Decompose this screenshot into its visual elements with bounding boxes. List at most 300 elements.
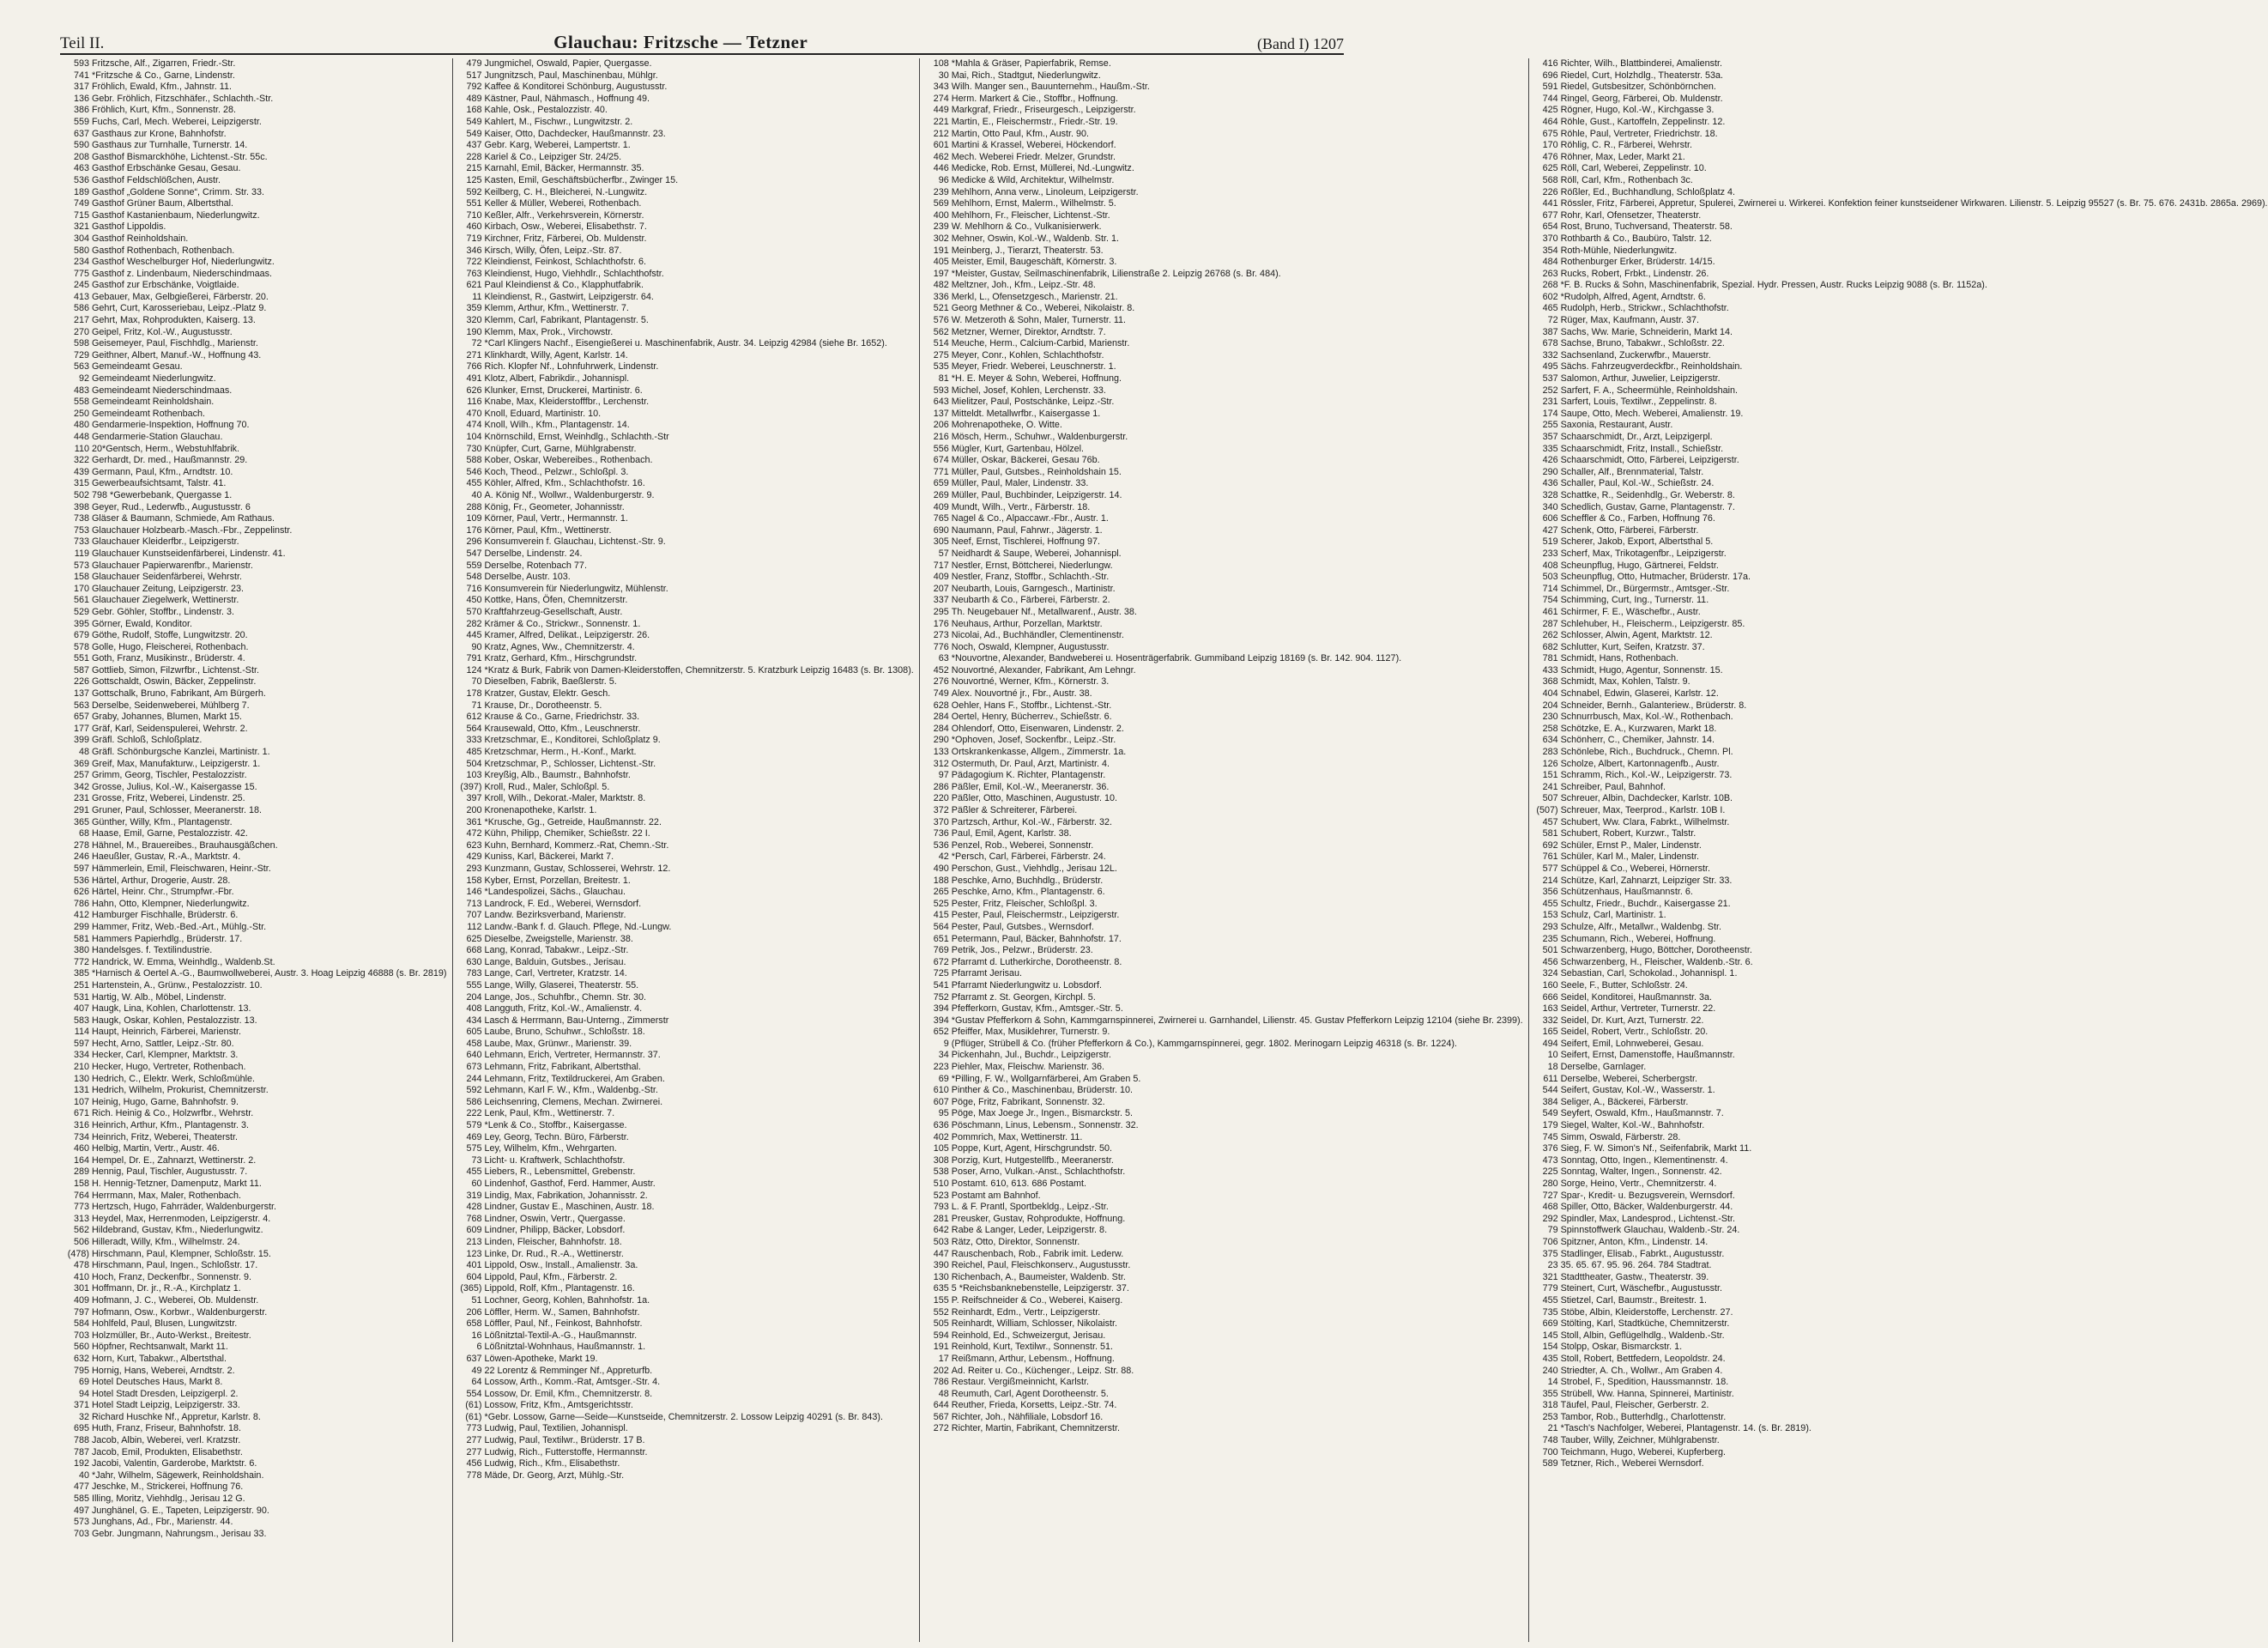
directory-entry bbox=[456, 1447, 914, 1459]
phone-number: 343 bbox=[933, 82, 949, 93]
phone-number: 644 bbox=[933, 1400, 949, 1411]
entry-text: Rothenburger Erker, Brüderstr. 14/15. bbox=[1560, 257, 1715, 268]
directory-entry bbox=[456, 409, 914, 421]
phone-number: 519 bbox=[1542, 536, 1558, 548]
entry-text: Mösch, Herm., Schuhwr., Waldenburgerstr. bbox=[951, 432, 1128, 442]
entry-text: Schreuer, Albin, Dachdecker, Karlstr. 10B. bbox=[1560, 793, 1733, 804]
entry-text: Neef, Ernst, Tischlerei, Hoffnung 97. bbox=[951, 536, 1101, 548]
entry-text: Geyer, Rud., Lederwfb., Augustusstr. 6 bbox=[92, 501, 251, 512]
directory-entry bbox=[922, 1412, 1523, 1424]
entry-text: Teichmann, Hugo, Weberei, Kupferberg. bbox=[1560, 1446, 1727, 1457]
phone-number: 370 bbox=[1542, 233, 1558, 244]
phone-number: 415 bbox=[933, 910, 949, 921]
phone-number: 495 bbox=[1542, 361, 1558, 373]
entry-text: Neuhaus, Arthur, Porzellan, Marktstr. bbox=[951, 618, 1103, 629]
directory-entry bbox=[63, 129, 447, 141]
directory-entry bbox=[1532, 233, 2268, 245]
directory-entry bbox=[1532, 1295, 2268, 1307]
entry-text: Mehlhorn, Fr., Fleischer, Lichtenst.-Str. bbox=[951, 209, 1110, 221]
directory-entry bbox=[456, 1458, 914, 1470]
entry-text: Mehlhorn, Ernst, Malerm., Wilhelmstr. 5. bbox=[951, 198, 1116, 209]
directory-entry bbox=[63, 653, 447, 665]
entry-text: Pfarramt Niederlungwitz u. Lobsdorf. bbox=[951, 979, 1103, 991]
entry-text: Sonntag, Otto, Ingen., Klementinenstr. 4. bbox=[1560, 1154, 1728, 1166]
phone-number: 94 bbox=[78, 1388, 89, 1399]
entry-text: König, Fr., Geometer, Johannisstr. bbox=[484, 501, 625, 512]
directory-entry bbox=[1532, 1191, 2268, 1203]
entry-text: Röhner, Max, Leder, Markt 21. bbox=[1560, 151, 1685, 162]
entry-text: 35. 65. 67. 95. 96. 264. 784 Stadtrat. bbox=[1560, 1260, 1712, 1271]
phone-number: 637 bbox=[73, 128, 89, 139]
directory-entry bbox=[456, 385, 914, 397]
directory-entry bbox=[1532, 1085, 2268, 1097]
directory-entry bbox=[63, 1330, 447, 1342]
phone-number: 458 bbox=[466, 1038, 482, 1049]
directory-entry bbox=[456, 759, 914, 771]
entry-text: Peschke, Arno, Kfm., Plantagenstr. 6. bbox=[951, 887, 1105, 898]
phone-number: 456 bbox=[466, 1458, 482, 1469]
phone-number: 290 bbox=[933, 735, 949, 746]
directory-entry bbox=[1532, 840, 2268, 852]
entry-text: Landw. Bezirksverband, Marienstr. bbox=[484, 910, 626, 921]
directory-entry bbox=[456, 502, 914, 514]
entry-text: Lang, Konrad, Tabakwr., Leipz.-Str. bbox=[484, 945, 629, 956]
entry-text: Schütze, Karl, Zahnarzt, Leipziger Str. 33. bbox=[1560, 875, 1733, 886]
directory-entry bbox=[922, 1097, 1523, 1109]
phone-number: 593 bbox=[933, 385, 949, 396]
phone-number: 449 bbox=[933, 105, 949, 116]
entry-text: Stietzel, Carl, Baumstr., Breitestr. 1. bbox=[1560, 1294, 1707, 1306]
phone-number: 408 bbox=[466, 1003, 482, 1015]
phone-number: 71 bbox=[471, 700, 482, 711]
phone-number: 296 bbox=[466, 536, 482, 548]
phone-number: 552 bbox=[933, 1306, 949, 1318]
directory-entry bbox=[1532, 724, 2268, 736]
entry-text: Hoch, Franz, Deckenfbr., Sonnenstr. 9. bbox=[92, 1271, 252, 1282]
phone-number: 570 bbox=[466, 606, 482, 617]
phone-number: 679 bbox=[73, 630, 89, 641]
entry-text: Nicolai, Ad., Buchhändler, Clementinenstr. bbox=[951, 630, 1124, 641]
directory-entry bbox=[922, 303, 1523, 315]
phone-number: 384 bbox=[1542, 1096, 1558, 1107]
directory-entry bbox=[63, 1342, 447, 1354]
entry-text: Haeußler, Gustav, R.-A., Marktstr. 4. bbox=[92, 851, 241, 863]
entry-text: Lasch & Herrmann, Bau-Unterng., Zimmerstr bbox=[484, 1015, 669, 1026]
entry-text: Poppe, Kurt, Agent, Hirschgrundstr. 50. bbox=[951, 1143, 1113, 1154]
entry-text: Lößnitztal-Wohnhaus, Haußmannstr. 1. bbox=[484, 1342, 646, 1353]
entry-text: Lehmann, Erich, Vertreter, Hermannstr. 37. bbox=[484, 1050, 661, 1061]
directory-entry bbox=[1532, 1003, 2268, 1015]
entry-text: Licht- u. Kraftwerk, Schlachthofstr. bbox=[484, 1154, 626, 1166]
entry-text: Haugk, Lina, Kohlen, Charlottenstr. 13. bbox=[92, 1003, 251, 1015]
phone-number: 538 bbox=[933, 1166, 949, 1178]
entry-text: Pädagogium K. Richter, Plantagenstr. bbox=[951, 770, 1106, 781]
directory-entry bbox=[922, 887, 1523, 899]
entry-text: Höpfner, Rechtsanwalt, Markt 11. bbox=[92, 1342, 228, 1353]
entry-text: Helbig, Martin, Vertr., Austr. 46. bbox=[92, 1143, 220, 1154]
phone-number: 70 bbox=[471, 676, 482, 688]
entry-text: Hoffmann, Dr. jr., R.-A., Kirchplatz 1. bbox=[92, 1283, 241, 1294]
phone-number: 273 bbox=[933, 630, 949, 641]
directory-entry bbox=[922, 642, 1523, 654]
phone-number: 525 bbox=[933, 898, 949, 909]
directory-entry bbox=[63, 980, 447, 992]
phone-number: 230 bbox=[1542, 712, 1558, 723]
phone-number: 666 bbox=[1542, 991, 1558, 1003]
phone-number: 223 bbox=[933, 1062, 949, 1073]
directory-entry bbox=[456, 513, 914, 525]
phone-number: 547 bbox=[466, 548, 482, 559]
phone-number: 764 bbox=[73, 1190, 89, 1201]
entry-text: Hofmann, Osw., Korbwr., Waldenburgerstr. bbox=[92, 1306, 268, 1318]
entry-text: Röll, Carl, Kfm., Rothenbach 3c. bbox=[1560, 174, 1693, 185]
entry-text: Jeschke, M., Strickerei, Hoffnung 76. bbox=[92, 1481, 244, 1493]
directory-entry bbox=[922, 1237, 1523, 1249]
directory-entry bbox=[1532, 163, 2268, 175]
directory-entry bbox=[1532, 152, 2268, 164]
entry-text: Sächs. Fahrzeugverdeckfbr., Reinholdshain. bbox=[1560, 361, 1743, 373]
directory-entry bbox=[63, 1481, 447, 1494]
phone-number: 529 bbox=[73, 606, 89, 617]
entry-text: Röhle, Paul, Vertreter, Friedrichstr. 18. bbox=[1560, 128, 1718, 139]
directory-entry bbox=[922, 1085, 1523, 1097]
directory-entry bbox=[456, 1366, 914, 1378]
directory-entry bbox=[63, 245, 447, 258]
entry-text: Rätz, Otto, Direktor, Sonnenstr. bbox=[951, 1236, 1080, 1247]
entry-text: Heydel, Max, Herrenmoden, Leipzigerstr. 4. bbox=[92, 1213, 271, 1224]
phone-number: 400 bbox=[933, 209, 949, 221]
directory-entry bbox=[922, 957, 1523, 969]
directory-entry bbox=[63, 1143, 447, 1155]
phone-number: 643 bbox=[933, 397, 949, 408]
phone-number: 716 bbox=[466, 583, 482, 594]
phone-number: 395 bbox=[73, 618, 89, 629]
directory-entry bbox=[1532, 536, 2268, 548]
directory-entry bbox=[63, 1318, 447, 1330]
directory-entry bbox=[1532, 899, 2268, 911]
entry-text: Fröhlich, Ewald, Kfm., Jahnstr. 11. bbox=[92, 82, 233, 93]
phone-number: 231 bbox=[1542, 397, 1558, 408]
phone-number: 231 bbox=[73, 793, 89, 804]
phone-number: 301 bbox=[73, 1283, 89, 1294]
entry-text: Gasthof Weschelburger Hof, Niederlungwitz. bbox=[92, 257, 275, 268]
directory-entry bbox=[63, 759, 447, 771]
directory-entry bbox=[1532, 350, 2268, 362]
directory-entry bbox=[456, 1249, 914, 1261]
entry-text: Ley, Wilhelm, Kfm., Wehrgarten. bbox=[484, 1143, 617, 1154]
phone-number: 773 bbox=[73, 1202, 89, 1213]
phone-number: 485 bbox=[466, 747, 482, 758]
entry-text: Schulze, Alfr., Metallwr., Waldenbg. Str. bbox=[1560, 921, 1722, 932]
entry-text: Ortskrankenkasse, Allgem., Zimmerstr. 1a. bbox=[951, 747, 1127, 758]
directory-entry bbox=[456, 887, 914, 899]
directory-entry bbox=[63, 187, 447, 199]
phone-number: 340 bbox=[1542, 501, 1558, 512]
entry-text: Löwen-Apotheke, Markt 19. bbox=[484, 1353, 598, 1364]
directory-entry bbox=[63, 1237, 447, 1249]
directory-entry bbox=[63, 1062, 447, 1074]
directory-entry bbox=[1532, 444, 2268, 456]
phone-number: 626 bbox=[466, 385, 482, 396]
directory-entry bbox=[456, 105, 914, 117]
directory-entry bbox=[456, 536, 914, 548]
phone-number: 658 bbox=[466, 1318, 482, 1330]
phone-number: 611 bbox=[1543, 1073, 1558, 1084]
directory-entry bbox=[456, 607, 914, 619]
entry-text: Herm. Markert & Cie., Stoffbr., Hoffnung. bbox=[951, 93, 1118, 104]
phone-number: 792 bbox=[466, 82, 482, 93]
entry-text: Schwarzenberg, Hugo, Böttcher, Dorotheenstr. bbox=[1560, 945, 1752, 956]
entry-text: Gasthof Erbschänke Gesau, Gesau. bbox=[92, 163, 241, 174]
entry-text: Täufel, Paul, Fleischer, Gerberstr. 2. bbox=[1560, 1400, 1709, 1411]
directory-entry bbox=[456, 992, 914, 1004]
phone-number: 583 bbox=[73, 1015, 89, 1026]
directory-entry bbox=[1532, 1435, 2268, 1447]
directory-entry bbox=[922, 548, 1523, 560]
entry-text: Mehner, Oswin, Kol.-W., Waldenb. Str. 1. bbox=[951, 233, 1120, 244]
directory-entry bbox=[922, 1354, 1523, 1366]
directory-entry bbox=[63, 968, 447, 980]
phone-number: 158 bbox=[73, 1178, 89, 1189]
entry-text: *Landespolizei, Sächs., Glauchau. bbox=[484, 887, 626, 898]
directory-entry bbox=[1532, 1074, 2268, 1086]
phone-number: 109 bbox=[466, 513, 482, 524]
phone-number: 217 bbox=[73, 315, 89, 326]
entry-text: Kleindienst, R., Gastwirt, Leipzigerstr. 64. bbox=[484, 291, 654, 302]
directory-entry bbox=[63, 642, 447, 654]
directory-entry bbox=[1532, 957, 2268, 969]
directory-entry bbox=[1532, 478, 2268, 490]
directory-entry bbox=[922, 759, 1523, 771]
phone-number: 335 bbox=[1542, 443, 1558, 454]
entry-text: Schmidt, Max, Kohlen, Talstr. 9. bbox=[1560, 676, 1690, 688]
directory-entry bbox=[456, 1260, 914, 1272]
phone-number: 397 bbox=[466, 793, 482, 804]
phone-number: 589 bbox=[1542, 1458, 1558, 1469]
directory-entry bbox=[1532, 630, 2268, 642]
directory-entry bbox=[922, 58, 1523, 70]
phone-number: 204 bbox=[466, 991, 482, 1003]
entry-text: Schötzke, E. A., Kurzwaren, Markt 18. bbox=[1560, 723, 1717, 734]
directory-entry bbox=[456, 397, 914, 409]
phone-number: 577 bbox=[1542, 863, 1558, 874]
entry-text: Paul Kleindienst & Co., Klapphutfabrik. bbox=[484, 280, 644, 291]
entry-text: Gemeindeamt Gesau. bbox=[92, 361, 183, 373]
entry-text: Pfarramt z. St. Georgen, Kirchpl. 5. bbox=[951, 991, 1096, 1003]
entry-text: Seifert, Ernst, Damenstoffe, Haußmannstr. bbox=[1560, 1050, 1735, 1061]
directory-entry bbox=[1532, 665, 2268, 677]
phone-number: 324 bbox=[1542, 968, 1558, 979]
entry-text: Schaarschmidt, Otto, Färberei, Leipzigerstr. bbox=[1560, 455, 1739, 466]
directory-entry bbox=[1532, 759, 2268, 771]
entry-text: Lossow, Arth., Komm.-Rat, Amtsger.-Str. 4. bbox=[484, 1377, 661, 1388]
directory-entry bbox=[63, 665, 447, 677]
phone-number: 741 bbox=[73, 70, 89, 81]
directory-column bbox=[919, 58, 1523, 1642]
phone-number: 72 bbox=[1547, 315, 1558, 326]
directory-entry bbox=[922, 910, 1523, 922]
entry-text: Kraftfahrzeug-Gesellschaft, Austr. bbox=[484, 606, 623, 617]
phone-number: 779 bbox=[1542, 1283, 1558, 1294]
entry-text: Haupt, Heinrich, Färberei, Marienstr. bbox=[92, 1027, 242, 1038]
directory-entry bbox=[1532, 992, 2268, 1004]
phone-number: 788 bbox=[73, 1435, 89, 1446]
entry-text: Ley, Georg, Techn. Büro, Färberstr. bbox=[484, 1131, 629, 1142]
entry-text: Hertzsch, Hugo, Fahrräder, Waldenburgerstr. bbox=[92, 1202, 277, 1213]
entry-text: Kirchner, Fritz, Färberei, Ob. Muldenstr. bbox=[484, 233, 647, 244]
entry-text: Reißmann, Arthur, Lebensm., Hoffnung. bbox=[951, 1353, 1115, 1364]
directory-entry bbox=[456, 922, 914, 934]
entry-text: Köhler, Alfred, Kfm., Schlachthofstr. 16. bbox=[484, 478, 645, 489]
entry-text: Seidel, Dr. Kurt, Arzt, Turnerstr. 22. bbox=[1560, 1015, 1704, 1026]
phone-number: 730 bbox=[466, 443, 482, 454]
directory-entry bbox=[1532, 548, 2268, 560]
phone-number: 69 bbox=[938, 1073, 949, 1084]
phone-number: 235 bbox=[1542, 933, 1558, 944]
entry-text: Rauschenbach, Rob., Fabrik imit. Lederw. bbox=[951, 1248, 1124, 1259]
phone-number: 318 bbox=[1542, 1400, 1558, 1411]
entry-text: Lange, Willy, Glaserei, Theaterstr. 55. bbox=[484, 979, 639, 991]
directory-entry bbox=[456, 1389, 914, 1401]
entry-text: Richter, Joh., Nähfiliale, Lobsdorf 16. bbox=[951, 1411, 1104, 1422]
entry-text: Martin, E., Fleischermstr., Friedr.-Str. 19. bbox=[951, 116, 1118, 127]
phone-number: 302 bbox=[933, 233, 949, 244]
directory-entry bbox=[456, 863, 914, 876]
directory-entry bbox=[63, 1295, 447, 1307]
directory-entry bbox=[1532, 653, 2268, 665]
directory-entry bbox=[63, 105, 447, 117]
phone-number: 252 bbox=[1542, 385, 1558, 396]
entry-text: Illing, Moritz, Viehhdlg., Jerisau 12 G. bbox=[92, 1494, 245, 1505]
directory-entry bbox=[922, 432, 1523, 444]
directory-entry bbox=[456, 350, 914, 362]
directory-entry bbox=[456, 198, 914, 210]
phone-number: 48 bbox=[78, 747, 89, 758]
directory-entry bbox=[922, 700, 1523, 712]
phone-number: 412 bbox=[73, 910, 89, 921]
directory-column bbox=[1528, 58, 2268, 1642]
directory-entry bbox=[456, 58, 914, 70]
phone-number: 766 bbox=[466, 361, 482, 373]
entry-text: Müller, Paul, Gutsbes., Reinholdshain 15. bbox=[951, 466, 1122, 477]
entry-text: Kronenapotheke, Karlstr. 1. bbox=[484, 805, 597, 815]
directory-entry bbox=[456, 980, 914, 992]
directory-entry bbox=[63, 1423, 447, 1435]
phone-number: 504 bbox=[466, 758, 482, 769]
entry-text: Rössler, Fritz, Färberei, Appretur, Spulerei, Zwirnerei u. Wirkerei. Konfektion feiner kunstseidener Wirkwaren. Lilienstr. 5. Leipzig 95527 (s. Br. 75. 676. 2431b. 2865a. 2969). bbox=[1560, 198, 2268, 209]
entry-text: Holzmüller, Br., Auto-Werkst., Breitestr. bbox=[92, 1330, 251, 1341]
phone-number: 30 bbox=[938, 70, 949, 81]
entry-text: Klunker, Ernst, Druckerei, Martinistr. 6. bbox=[484, 385, 643, 396]
phone-number: 404 bbox=[1542, 688, 1558, 700]
phone-number: 463 bbox=[73, 163, 89, 174]
directory-entry bbox=[922, 361, 1523, 373]
directory-entry bbox=[63, 1214, 447, 1226]
phone-number: 494 bbox=[1542, 1038, 1558, 1049]
directory-entry bbox=[456, 584, 914, 596]
directory-entry bbox=[922, 747, 1523, 759]
phone-number: 465 bbox=[1542, 303, 1558, 314]
directory-entry bbox=[63, 303, 447, 315]
directory-entry bbox=[1532, 1330, 2268, 1342]
entry-text: W. Mehlhorn & Co., Vulkanisierwerk. bbox=[951, 221, 1102, 233]
directory-entry bbox=[922, 828, 1523, 840]
entry-text: *H. E. Meyer & Sohn, Weberei, Hoffnung. bbox=[951, 373, 1122, 385]
entry-text: Röhlig, C. R., Färberei, Wehrstr. bbox=[1560, 140, 1692, 151]
phone-number: 164 bbox=[73, 1154, 89, 1166]
entry-text: Lange, Carl, Vertreter, Kratzstr. 14. bbox=[484, 968, 627, 979]
entry-text: Glauchauer Kunstseidenfärberei, Lindenstr. 41. bbox=[92, 548, 286, 559]
entry-text: Lehmann, Fritz, Fabrikant, Albertsthal. bbox=[484, 1062, 641, 1073]
phone-number: 17 bbox=[938, 1353, 949, 1364]
phone-number: 703 bbox=[73, 1528, 89, 1539]
phone-number: 573 bbox=[73, 1517, 89, 1528]
phone-number: 455 bbox=[1542, 898, 1558, 909]
directory-entry bbox=[63, 269, 447, 281]
entry-text: Neubarth, Louis, Garngesch., Martinistr. bbox=[951, 583, 1116, 594]
entry-text: Jacob, Albin, Weberei, verl. Kratzstr. bbox=[92, 1435, 241, 1446]
directory-entry bbox=[63, 934, 447, 946]
phone-number: 673 bbox=[466, 1062, 482, 1073]
entry-text: Kratz, Gerhard, Kfm., Hirschgrundstr. bbox=[484, 653, 638, 664]
phone-number: 576 bbox=[933, 315, 949, 326]
phone-number: 507 bbox=[1542, 793, 1558, 804]
phone-number: 160 bbox=[1542, 979, 1558, 991]
entry-text: *Fritzsche & Co., Garne, Lindenstr. bbox=[92, 70, 235, 81]
entry-text: Gemeindeamt Rothenbach. bbox=[92, 408, 206, 419]
phone-number: 575 bbox=[466, 1143, 482, 1154]
entry-text: Hohlfeld, Paul, Blusen, Lungwitzstr. bbox=[92, 1318, 238, 1330]
entry-text: Seliger, A., Bäckerei, Färberstr. bbox=[1560, 1096, 1689, 1107]
directory-entry bbox=[456, 1307, 914, 1319]
directory-entry bbox=[1532, 1097, 2268, 1109]
phone-number: 68 bbox=[78, 828, 89, 839]
directory-entry bbox=[922, 175, 1523, 187]
directory-entry bbox=[456, 1272, 914, 1284]
entry-text: Pfefferkorn, Gustav, Kfm., Amtsger.-Str. 5. bbox=[951, 1003, 1123, 1015]
entry-text: Kariel & Co., Leipziger Str. 24/25. bbox=[484, 151, 622, 162]
directory-entry bbox=[63, 945, 447, 957]
directory-entry bbox=[1532, 817, 2268, 829]
directory-entry bbox=[63, 467, 447, 479]
phone-number: 544 bbox=[1542, 1085, 1558, 1096]
entry-text: Hamburger Fischhalle, Brüderstr. 6. bbox=[92, 910, 239, 921]
phone-number: 585 bbox=[73, 1494, 89, 1505]
directory-entry bbox=[1532, 863, 2268, 876]
phone-number: 124 bbox=[466, 664, 482, 676]
directory-entry bbox=[1532, 175, 2268, 187]
entry-text: Noch, Oswald, Klempner, Augustusstr. bbox=[951, 641, 1110, 652]
entry-text: Laube, Bruno, Schuhwr., Schloßstr. 18. bbox=[484, 1027, 645, 1038]
entry-text: Hirschmann, Paul, Ingen., Schloßstr. 17. bbox=[92, 1260, 258, 1271]
directory-entry bbox=[1532, 467, 2268, 479]
entry-text: Michel, Josef, Kohlen, Lerchenstr. 33. bbox=[951, 385, 1106, 396]
directory-entry bbox=[63, 1260, 447, 1272]
directory-entry bbox=[456, 676, 914, 688]
phone-number: 517 bbox=[466, 70, 482, 81]
phone-number: 287 bbox=[1542, 618, 1558, 629]
directory-entry bbox=[1532, 397, 2268, 409]
directory-entry bbox=[922, 1377, 1523, 1389]
phone-number: 398 bbox=[73, 501, 89, 512]
phone-number: 10 bbox=[1547, 1050, 1558, 1061]
entry-text: Stoll, Albin, Geflügelhdlg., Waldenb.-Str. bbox=[1560, 1330, 1725, 1341]
phone-number: 137 bbox=[73, 688, 89, 700]
directory-entry bbox=[63, 490, 447, 502]
phone-number: 447 bbox=[933, 1248, 949, 1259]
phone-number: 506 bbox=[73, 1236, 89, 1247]
directory-entry bbox=[63, 163, 447, 175]
